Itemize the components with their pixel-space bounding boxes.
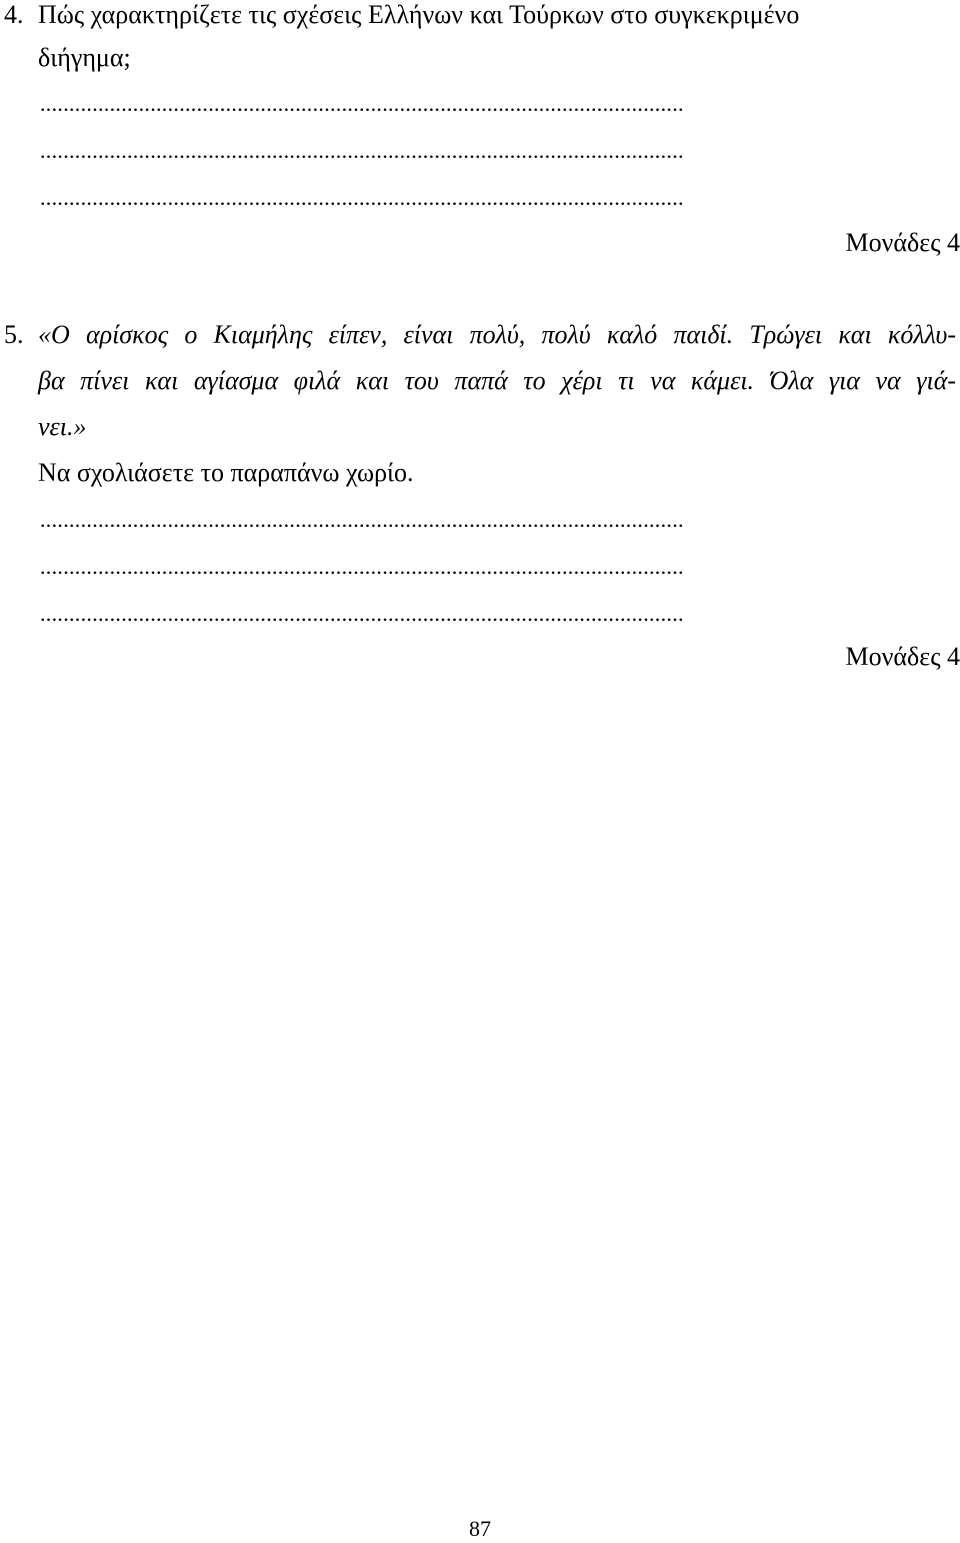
question-4-number: 4. <box>4 0 24 29</box>
question-5-instruction: Να σχολιάσετε το παραπάνω χωρίο. <box>38 458 414 487</box>
question-4-text: Πώς χαρακτηρίζετε τις σχέσεις Ελλήνων και Τούρκων στο συγκεκριμένο <box>38 0 800 29</box>
question-4-line-1 <box>4 0 799 30</box>
question-4-answer-line-1: ............................................................................................................... <box>40 91 684 116</box>
question-5-quote-line-3: νει.» <box>38 412 87 441</box>
question-5-quote-line-1: «Ο αρίσκος ο Κιαμήλης είπεν, είναι πολύ, πολύ καλό παιδί. Τρώγει και κόλλυ- <box>38 320 956 349</box>
question-5-number-line <box>4 320 38 350</box>
page-number: 87 <box>469 1516 491 1541</box>
question-5-answer-line-1: ............................................................................................................... <box>40 507 684 532</box>
question-5-answer-line-2: ............................................................................................................... <box>40 554 684 579</box>
question-5-quote-line-2: βα πίνει και αγίασμα φιλά και του παπά το χέρι τι να κάμει. Όλα για να γιά- <box>38 366 956 395</box>
question-5-answer-line-3: ............................................................................................................... <box>40 601 684 626</box>
question-5-marks: Μονάδες 4 <box>845 642 960 671</box>
question-5-number: 5. <box>4 320 24 349</box>
question-4-answer-line-2: ............................................................................................................... <box>40 138 684 163</box>
question-4-line-2: διήγημα; <box>38 43 131 72</box>
question-4-marks: Μονάδες 4 <box>845 228 960 257</box>
question-4-answer-line-3: ............................................................................................................... <box>40 185 684 210</box>
